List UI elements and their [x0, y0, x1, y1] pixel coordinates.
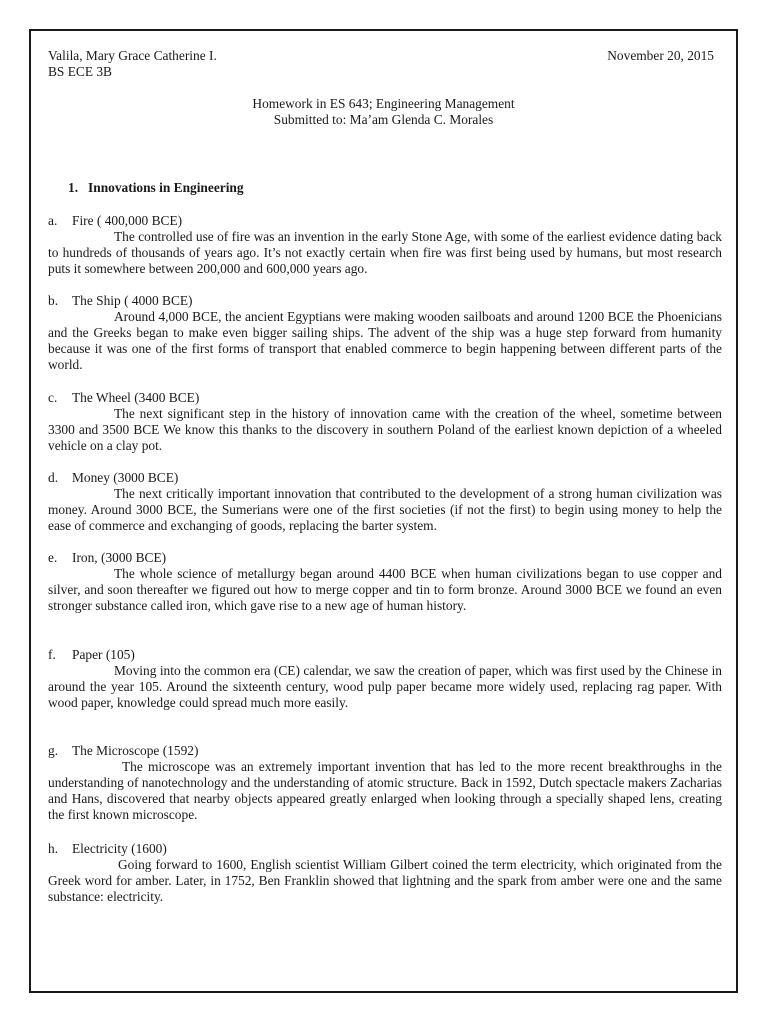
item-heading: The Ship ( 4000 BCE)	[72, 293, 193, 308]
document-title	[31, 96, 736, 128]
item-letter: c.	[48, 390, 58, 405]
title-line-2: Submitted to: Ma’am Glenda C. Morales	[273, 112, 494, 127]
item-letter: h.	[48, 841, 59, 856]
item-electricity	[48, 841, 722, 905]
item-letter: g.	[48, 743, 59, 758]
item-title	[48, 213, 722, 229]
item-title	[48, 647, 722, 663]
item-fire	[48, 213, 722, 277]
item-body: Around 4,000 BCE, the ancient Egyptians were making wooden sailboats and around 1200 BCE the Phoenicians and the Greeks began to make even bigger sailing ships. The advent of the ship was a huge step forward from humanity because it was one of the first forms of transport that enabled commerce to begin happening between different parts of the world.	[48, 309, 722, 372]
item-letter: d.	[48, 470, 59, 485]
item-paper	[48, 647, 722, 711]
item-microscope	[48, 743, 722, 823]
item-body: The whole science of metallurgy began around 4400 BCE when human civilizations began to use copper and silver, and soon thereafter we figured out how to merge copper and tin to form bronze. Around 3000 BCE we found an even stronger substance called iron, which gave rise to a new age of human history.	[48, 566, 722, 613]
author-block	[48, 48, 217, 80]
section-heading	[68, 180, 244, 196]
item-body: Going forward to 1600, English scientist William Gilbert coined the term electricity, which originated from the Greek word for amber. Later, in 1752, Ben Franklin showed that lightning and the spark from amber were one and the same substance: electricity.	[48, 857, 722, 904]
item-body: The next critically important innovation that contributed to the development of a strong human civilization was money. Around 3000 BCE, the Sumerians were one of the first societies (if not the first) to begin using money to help the ease of commerce and exchanging of goods, replacing the barter system.	[48, 486, 722, 533]
item-letter: e.	[48, 550, 58, 565]
item-money	[48, 470, 722, 534]
item-heading: Paper (105)	[72, 647, 135, 662]
item-iron	[48, 550, 722, 614]
section-title: Innovations in Engineering	[88, 180, 244, 195]
item-title	[48, 470, 722, 486]
item-title	[48, 841, 722, 857]
item-heading: The Wheel (3400 BCE)	[72, 390, 200, 405]
item-heading: Iron, (3000 BCE)	[72, 550, 167, 565]
title-line-1: Homework in ES 643; Engineering Management	[252, 96, 515, 111]
item-letter: a.	[48, 213, 58, 228]
item-wheel	[48, 390, 722, 454]
item-title	[48, 743, 722, 759]
item-title	[48, 293, 722, 309]
item-body: The next significant step in the history of innovation came with the creation of the wheel, sometime between 3300 and 3500 BCE We know this thanks to the discovery in southern Poland of the earliest known depiction of a wheeled vehicle on a clay pot.	[48, 406, 722, 453]
author-name: Valila, Mary Grace Catherine I.	[48, 48, 217, 63]
section-number: 1.	[68, 180, 79, 195]
item-letter: f.	[48, 647, 56, 662]
item-title	[48, 390, 722, 406]
item-heading: The Microscope (1592)	[72, 743, 199, 758]
item-body: The controlled use of fire was an invention in the early Stone Age, with some of the earliest evidence dating back to hundreds of thousands of years ago. It’s not exactly certain when fire was first being used by humans, but most research puts it somewhere between 200,000 and 600,000 years ago.	[48, 229, 722, 276]
item-heading: Fire ( 400,000 BCE)	[72, 213, 183, 228]
item-body: The microscope was an extremely important invention that has led to the more recent breakthroughs in the understanding of nanotechnology and the understanding of atomic structure. Back in 1592, Dutch spectacle makers Zacharias and Hans, discovered that nearby objects appeared greatly enlarged when looking through a specially shaped lens, creating the first known microscope.	[48, 759, 722, 822]
item-letter: b.	[48, 293, 59, 308]
item-body: Moving into the common era (CE) calendar, we saw the creation of paper, which was first used by the Chinese in around the year 105. Around the sixteenth century, wood pulp paper became more widely used, replacing rag paper. With wood paper, knowledge could spread much more easily.	[48, 663, 722, 710]
item-heading: Electricity (1600)	[72, 841, 167, 856]
document-page	[29, 29, 738, 993]
author-course: BS ECE 3B	[48, 64, 112, 79]
item-heading: Money (3000 BCE)	[72, 470, 179, 485]
item-ship	[48, 293, 722, 373]
document-date: November 20, 2015	[607, 48, 714, 63]
item-title	[48, 550, 722, 566]
